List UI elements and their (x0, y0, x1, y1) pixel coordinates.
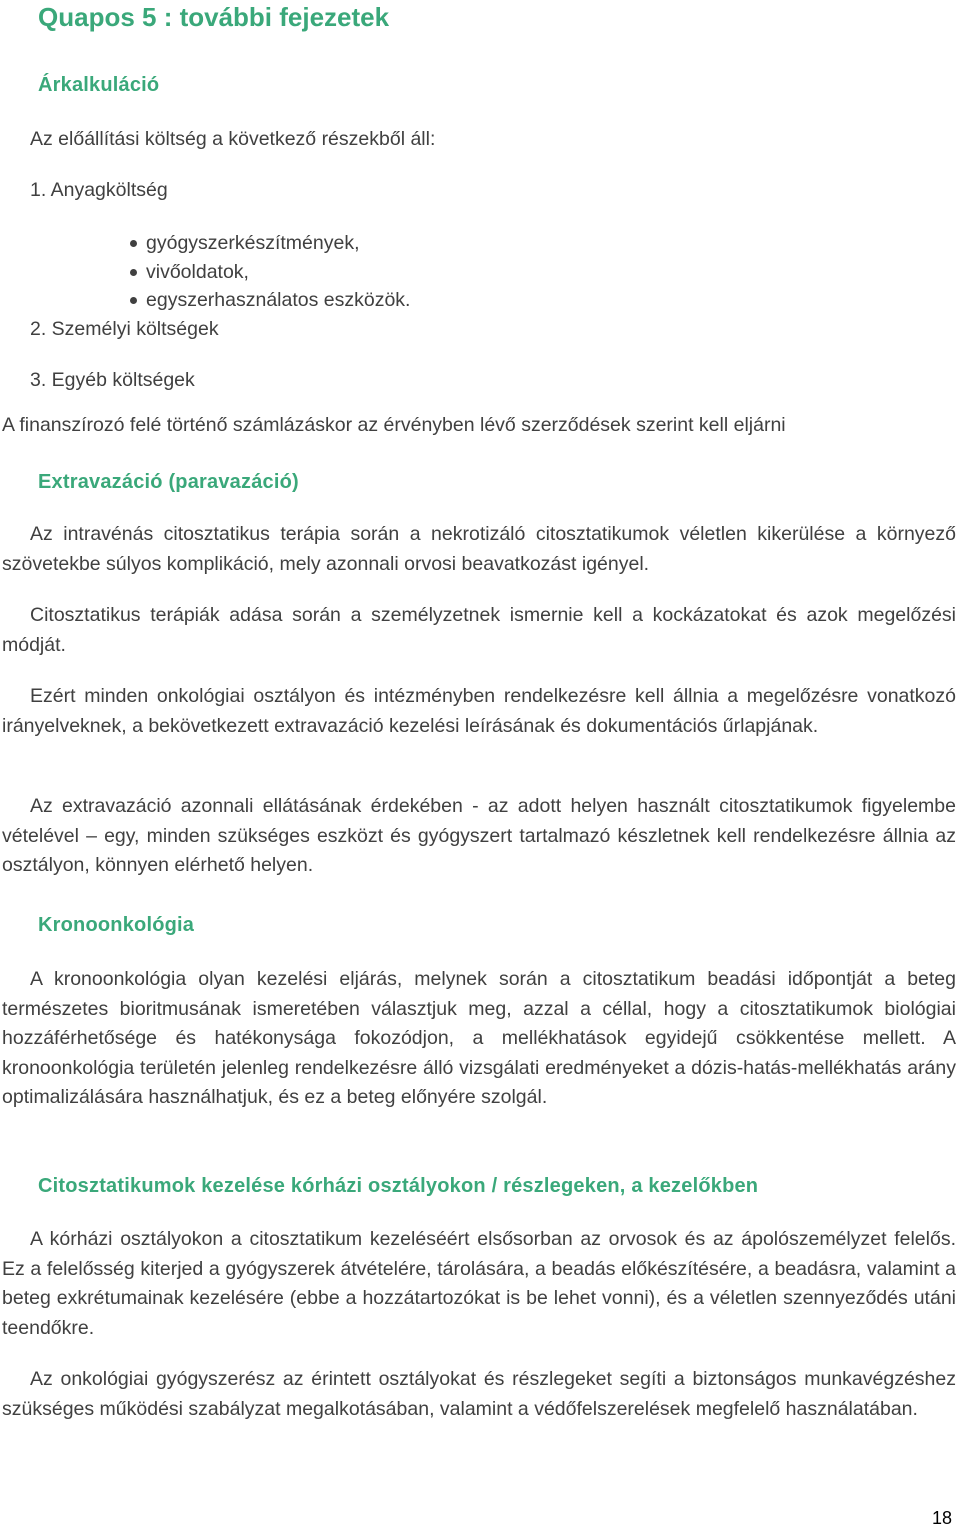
bullet-icon (130, 269, 137, 276)
extravazacio-paragraph-4: Az extravazáció azonnali ellátásának érdekében - az adott helyen használt citosztatikumok figyelembe vételével – egy, minden szükséges eszközt és gyógyszert tartalmazó készletnek kell rendelkezésre állnia az osztályon, könnyen elérhető helyen. (2, 795, 956, 877)
heading-kronoonkologia: Kronoonkológia (38, 914, 195, 936)
bullet-icon (130, 240, 137, 247)
list-item-szemelyi-koltsegek: 2. Személyi költségek (30, 318, 219, 340)
bullet-item (100, 258, 410, 287)
page-number: 18 (931, 1508, 952, 1528)
bullet-item (100, 286, 410, 315)
heading-arkalkulacio: Árkalkuláció (38, 74, 160, 96)
heading-extravazacio: Extravazáció (paravazáció) (38, 471, 299, 493)
list-item-egyeb-koltsegek: 3. Egyéb költségek (30, 369, 195, 391)
extravazacio-paragraph-1: Az intravénás citosztatikus terápia során a nekrotizáló citosztatikumok véletlen kikerülése a környező szövetekbe súlyos komplikáció, mely azonnali orvosi beavatkozást igényel. (2, 523, 956, 575)
kezeles-paragraph-1: A kórházi osztályokon a citosztatikum kezeléséért elsősorban az orvosok és az ápolószemélyzet felelős. Ez a felelősség kiterjed a gyógyszerek átvételére, tárolására, a beadás előkészítésére, a beadásra, valamint a beteg exkrétumainak kezelésére (ebbe a hozzátartozókat is be lehet vonni), és a véletlen szennyeződés utáni teendőkre. (2, 1228, 956, 1339)
bullet-item-label: egyszerhasználatos eszközök. (146, 289, 411, 311)
arkalkulacio-closing: A finanszírozó felé történő számlázáskor az érvényben lévő szerződések szerint kell eljárni (2, 414, 786, 436)
kronoonkologia-paragraph: A kronoonkológia olyan kezelési eljárás, melynek során a citosztatikum beadási időpontját a beteg természetes bioritmusának ismeretében választjuk meg, azzal a céllal, hogy a citosztatikumok biológiai hozzáférhetősége és hatékonysága fokozódjon, a mellékhatások egyidejű csökkentése mellett. A kronoonkológia területén jelenleg rendelkezésre álló vizsgálati eredményeket a dózis-hatás-mellékhatás arány optimalizálására használhatjuk, és ez a beteg előnyére szolgál. (2, 968, 956, 1109)
heading-citosztatikumok-kezelese: Citosztatikumok kezelése kórházi osztályokon / részlegeken, a kezelőkben (38, 1175, 759, 1197)
list-item-anyagkoltseg: 1. Anyagköltség (30, 179, 168, 201)
extravazacio-paragraph-2: Citosztatikus terápiák adása során a személyzetnek ismernie kell a kockázatokat és azok megelőzési módját. (2, 604, 956, 656)
bullet-item (100, 229, 410, 258)
kezeles-paragraph-2: Az onkológiai gyógyszerész az érintett osztályokat és részlegeket segíti a biztonságos munkavégzéshez szükséges működési szabályzat megalkotásában, valamint a védőfelszerelések megfelelő használatában. (2, 1368, 956, 1420)
bullet-icon (130, 297, 137, 304)
bullet-list-anyagkoltseg (100, 229, 410, 315)
bullet-item-label: gyógyszerkészítmények, (146, 232, 360, 254)
bullet-item-label: vivőoldatok, (146, 260, 249, 283)
extravazacio-paragraph-3: Ezért minden onkológiai osztályon és intézményben rendelkezésre kell állnia a megelőzésre vonatkozó irányelveknek, a bekövetkezett extravazáció kezelési leírásának és dokumentációs űrlapjának. (2, 685, 956, 737)
document-title: Quapos 5 : további fejezetek (38, 2, 390, 32)
arkalkulacio-intro: Az előállítási költség a következő részekből áll: (30, 128, 436, 150)
